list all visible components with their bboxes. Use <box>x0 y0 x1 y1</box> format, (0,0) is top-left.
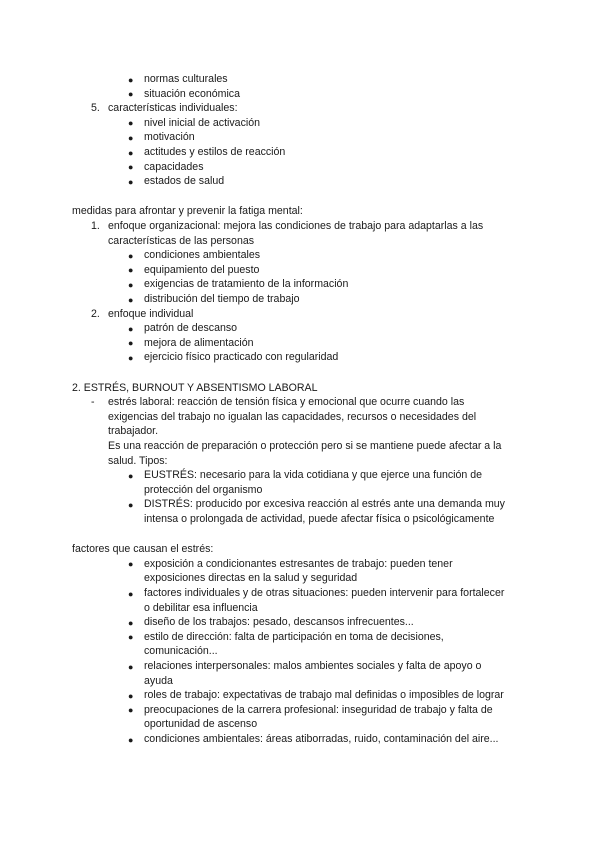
sub-list-item: distribución del tiempo de trabajo <box>144 293 300 305</box>
bullet-icon: ● <box>128 89 134 100</box>
bullet-icon: ● <box>128 294 134 305</box>
section-heading: 2. ESTRÉS, BURNOUT Y ABSENTISMO LABORAL <box>72 381 318 394</box>
factor-item: exposiciones directas en la salud y seguridad <box>144 572 358 585</box>
factor-item: exposición a condicionantes estresantes de trabajo: pueden tener <box>144 557 453 570</box>
section-heading: factores que causan el estrés: <box>72 543 214 556</box>
factor-item: estilo de dirección: falta de participación en toma de decisiones, <box>144 630 444 643</box>
list-number: 1. <box>91 220 100 232</box>
paragraph-line: estrés laboral: reacción de tensión física y emocional que ocurre cuando las <box>108 396 465 409</box>
section-heading: medidas para afrontar y prevenir la fatiga mental: <box>72 205 303 218</box>
paragraph-line: Es una reacción de preparación o protección pero si se mantiene puede afectar a la <box>108 440 502 452</box>
bullet-icon: ● <box>128 352 134 363</box>
bullet-icon: ● <box>128 588 134 599</box>
sub-list-item: estados de salud <box>144 175 225 188</box>
bullet-icon: ● <box>128 279 134 290</box>
sub-list-item: exigencias de tratamiento de la información <box>144 278 349 291</box>
bullet-icon: ● <box>128 470 134 481</box>
bullet-icon: ● <box>128 617 134 628</box>
bullet-icon: ● <box>128 705 134 716</box>
bullet-icon: ● <box>128 632 134 643</box>
sub-list-item: equipamiento del puesto <box>144 263 260 276</box>
sub-list-item: ejercicio físico practicado con regularidad <box>144 351 339 364</box>
sub-list-item: actitudes y estilos de reacción <box>144 146 286 158</box>
factor-item: diseño de los trabajos: pesado, descansos infrecuentes... <box>144 616 414 629</box>
paragraph-line: salud. Tipos: <box>108 454 168 467</box>
sub-list-item: situación económica <box>144 87 240 100</box>
sub-list-item: mejora de alimentación <box>144 336 254 349</box>
factor-item: factores individuales y de otras situaciones: pueden intervenir para fortalecer <box>144 587 505 599</box>
factor-item: roles de trabajo: expectativas de trabajo mal definidas o imposibles de lograr <box>144 689 504 702</box>
bullet-icon: ● <box>128 661 134 672</box>
bullet-icon: ● <box>128 250 134 261</box>
factor-item: ayuda <box>144 674 173 687</box>
bullet-icon: ● <box>128 690 134 701</box>
bullet-icon: ● <box>128 499 134 510</box>
factor-item: oportunidad de ascenso <box>144 718 258 731</box>
stress-type-item: EUSTRÉS: necesario para la vida cotidiana y que ejerce una función de <box>144 469 483 482</box>
sub-list-item: nivel inicial de activación <box>144 116 261 129</box>
list-item-label: características individuales: <box>108 102 238 115</box>
bullet-icon: ● <box>128 74 134 85</box>
sub-list-item: capacidades <box>144 160 204 173</box>
paragraph-line: trabajador. <box>108 425 159 438</box>
list-item-label: características de las personas <box>108 234 255 247</box>
list-number: 5. <box>91 102 100 115</box>
sub-list-item: condiciones ambientales <box>144 249 261 262</box>
factor-item: condiciones ambientales: áreas atiborradas, ruido, contaminación del aire... <box>144 733 499 745</box>
bullet-icon: ● <box>128 162 134 173</box>
bullet-icon: ● <box>128 132 134 143</box>
dash-marker: - <box>91 396 95 409</box>
sub-list-item: patrón de descanso <box>144 322 238 335</box>
stress-type-item: DISTRÉS: producido por excesiva reacción al estrés ante una demanda muy <box>144 498 505 511</box>
stress-type-item: protección del organismo <box>144 483 263 496</box>
paragraph-line: exigencias del trabajo no igualan las capacidades, recursos o necesidades del <box>108 410 477 423</box>
sub-list-item: motivación <box>144 131 195 144</box>
bullet-icon: ● <box>128 559 134 570</box>
list-item-label: enfoque organizacional: mejora las condiciones de trabajo para adaptarlas a las <box>108 220 484 232</box>
bullet-icon: ● <box>128 323 134 334</box>
factor-item: preocupaciones de la carrera profesional: inseguridad de trabajo y falta de <box>144 703 493 716</box>
bullet-icon: ● <box>128 176 134 187</box>
stress-type-item: intensa o prolongada de actividad, puede afectar física o psicológicamente <box>144 513 495 525</box>
bullet-icon: ● <box>128 118 134 129</box>
sub-list-item: normas culturales <box>144 73 228 85</box>
bullet-icon: ● <box>128 734 134 745</box>
factor-item: o debilitar esa influencia <box>144 601 258 614</box>
list-item-label: enfoque individual <box>108 307 194 320</box>
factor-item: comunicación... <box>144 645 218 658</box>
list-number: 2. <box>91 307 100 320</box>
bullet-icon: ● <box>128 147 134 158</box>
factor-item: relaciones interpersonales: malos ambientes sociales y falta de apoyo o <box>144 660 482 672</box>
bullet-icon: ● <box>128 338 134 349</box>
bullet-icon: ● <box>128 265 134 276</box>
